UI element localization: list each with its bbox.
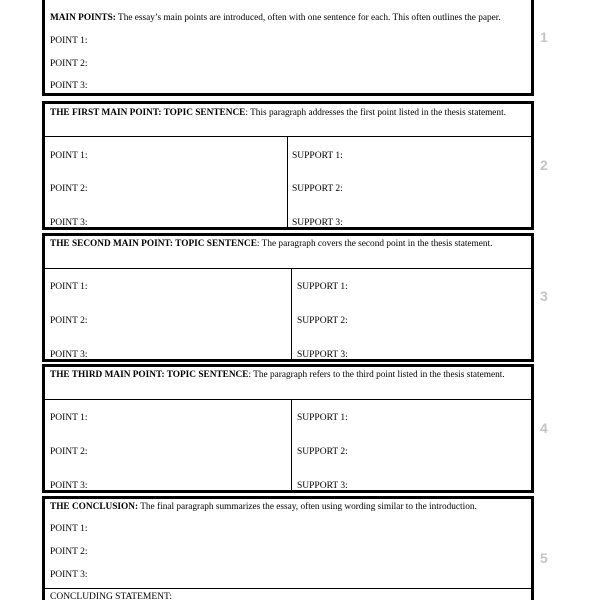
column-divider <box>291 399 292 490</box>
support-1-label: SUPPORT 1: <box>297 413 348 423</box>
conclusion-description: The final paragraph summarizes the essay, often using wording similar to the introduction. <box>138 502 477 512</box>
support-2-label: SUPPORT 2: <box>297 447 348 457</box>
column-divider <box>291 268 292 359</box>
point-3-label: POINT 3: <box>50 481 88 491</box>
support-1-label: SUPPORT 1: <box>292 151 343 161</box>
main-points-box <box>42 0 534 96</box>
main-points-description: The essay’s main points are introduced, often with one sentence for each. This often outlines the paper. <box>115 13 501 23</box>
third-main-point-label: THE THIRD MAIN POINT: TOPIC SENTENCE <box>50 370 249 380</box>
support-2-label: SUPPORT 2: <box>297 316 348 326</box>
third-main-point-box <box>42 364 534 493</box>
section-number-3: 3 <box>540 288 548 304</box>
conclusion-label: THE CONCLUSION: <box>50 502 139 512</box>
support-3-label: SUPPORT 3: <box>297 350 348 360</box>
main-point-2-label: POINT 2: <box>50 59 88 69</box>
conclusion-point-2-label: POINT 2: <box>50 547 88 557</box>
divider <box>45 136 531 137</box>
conclusion-point-3-label: POINT 3: <box>50 570 88 580</box>
main-points-label: MAIN POINTS: <box>50 13 116 23</box>
concluding-statement-label: CONCLUDING STATEMENT: <box>50 592 172 600</box>
point-2-label: POINT 2: <box>50 316 88 326</box>
point-1-label: POINT 1: <box>50 413 88 423</box>
second-main-point-heading <box>50 239 492 249</box>
divider <box>45 588 531 589</box>
second-main-point-description: : The paragraph covers the second point in the thesis statement. <box>256 239 493 249</box>
section-number-4: 4 <box>540 420 548 436</box>
point-2-label: POINT 2: <box>50 447 88 457</box>
point-1-label: POINT 1: <box>50 282 88 292</box>
second-main-point-label: THE SECOND MAIN POINT: TOPIC SENTENCE <box>50 239 257 249</box>
main-points-heading <box>50 13 501 23</box>
column-divider <box>287 136 288 227</box>
section-number-1: 1 <box>540 29 548 45</box>
point-3-label: POINT 3: <box>50 218 88 228</box>
third-main-point-heading <box>50 370 505 380</box>
support-1-label: SUPPORT 1: <box>297 282 348 292</box>
conclusion-point-1-label: POINT 1: <box>50 524 88 534</box>
point-2-label: POINT 2: <box>50 184 88 194</box>
point-1-label: POINT 1: <box>50 151 88 161</box>
main-point-1-label: POINT 1: <box>50 36 88 46</box>
main-point-3-label: POINT 3: <box>50 81 88 91</box>
second-main-point-box <box>42 233 534 362</box>
support-3-label: SUPPORT 3: <box>297 481 348 491</box>
divider <box>45 399 531 400</box>
support-2-label: SUPPORT 2: <box>292 184 343 194</box>
support-3-label: SUPPORT 3: <box>292 218 343 228</box>
first-main-point-description: : This paragraph addresses the first point listed in the thesis statement. <box>245 108 506 118</box>
third-main-point-description: : The paragraph refers to the third point listed in the thesis statement. <box>248 370 505 380</box>
section-number-5: 5 <box>540 550 548 566</box>
divider <box>45 268 531 269</box>
point-3-label: POINT 3: <box>50 350 88 360</box>
first-main-point-box <box>42 101 534 230</box>
conclusion-box <box>42 496 534 600</box>
section-number-2: 2 <box>540 157 548 173</box>
conclusion-heading <box>50 502 477 512</box>
first-main-point-heading <box>50 108 506 118</box>
first-main-point-label: THE FIRST MAIN POINT: TOPIC SENTENCE <box>50 108 246 118</box>
